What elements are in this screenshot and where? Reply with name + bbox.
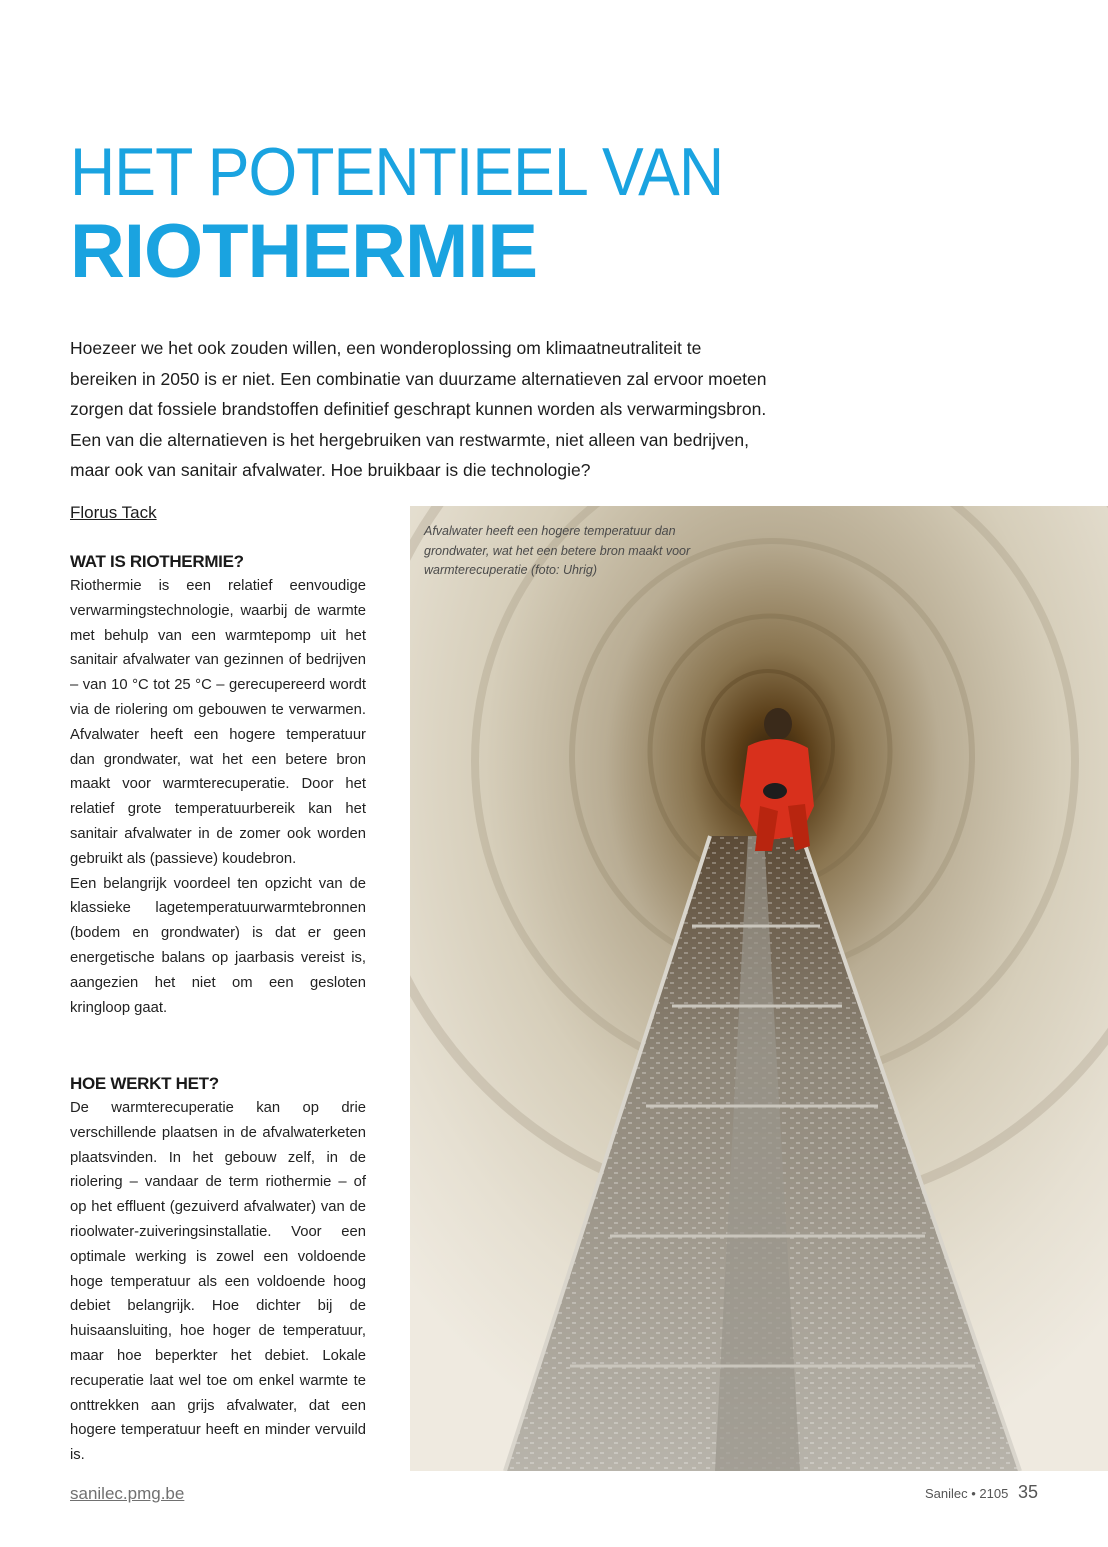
body-paragraph: Een belangrijk voordeel ten opzicht van de klassieke lagetemperatuurwarmtebronnen (bodem en grondwater) is dat er geen energetische balans op jaarbasis vereist is, aangezien het niet om een gesloten kringloop gaat. — [70, 875, 366, 1016]
title-line-1: HET POTENTIEEL VAN — [70, 134, 724, 210]
section-heading: HOE WERKT HET? — [70, 1074, 219, 1093]
sewer-tunnel-illustration — [410, 506, 1108, 1471]
body-paragraph: Riothermie is een relatief eenvoudige verwarmingstechnologie, waarbij de warmte met behulp van een warmtepomp uit het sanitair afvalwater van gezinnen of bedrijven – van 10 °C tot 25 °C – gerecupereerd wordt via de riolering om gebouwen te verwarmen. Afvalwater heeft een hogere temperatuur dan grondwater, wat het een betere bron maakt voor warmterecuperatie. Door het relatief grote temperatuurbereik kan het sanitair afvalwater in de zomer ook worden gebruikt als (passieve) koudebron. — [70, 578, 366, 867]
section-wat-is-riothermie — [70, 550, 366, 1020]
section-hoe-werkt-het — [70, 1072, 366, 1468]
magazine-issue: Sanilec • 2105 — [925, 1486, 1009, 1501]
photo-caption: Afvalwater heeft een hogere temperatuur dan grondwater, wat het een betere bron maakt voor warmterecuperatie (foto: Uhrig) — [424, 524, 691, 577]
author-name[interactable]: Florus Tack — [70, 503, 157, 522]
page-number: 35 — [1017, 1482, 1038, 1502]
body-paragraph: De warmterecuperatie kan op drie verschillende plaatsen in de afvalwaterketen plaatsvinden. In het gebouw zelf, in de riolering – vandaar de term riothermie – of op het effluent (gezuiverd afvalwater) van de rioolwater-zuiveringsinstallatie. Voor een optimale werking is zowel een voldoende hoge temperatuur als een voldoende hoog debiet belangrijk. Hoe dichter bij de huisaansluiting, hoe hoger de temperatuur, maar hoe beperkter het debiet. Lokale recuperatie laat wel toe om enkel warmte te onttrekken aan grijs afvalwater, dat een hogere temperatuur heeft en minder vervuild is. — [70, 1100, 366, 1464]
title-line-2: RIOTHERMIE — [70, 209, 538, 294]
lead-paragraph: Hoezeer we het ook zouden willen, een wonderoplossing om klimaatneutraliteit te bereiken in 2050 is er niet. Een combinatie van duurzame alternatieven zal ervoor moeten zorgen dat fossiele brandstoffen definitief geschrapt kunnen worden als verwarmingsbron. Een van die alternatieven is het hergebruiken van restwarmte, niet alleen van bedrijven, maar ook van sanitair afvalwater. Hoe bruikbaar is die technologie? — [70, 338, 767, 480]
page-footer — [925, 1482, 1038, 1503]
sewer-tunnel-photo — [410, 506, 1108, 1471]
section-heading: WAT IS RIOTHERMIE? — [70, 552, 244, 571]
website-link[interactable]: sanilec.pmg.be — [70, 1484, 185, 1503]
